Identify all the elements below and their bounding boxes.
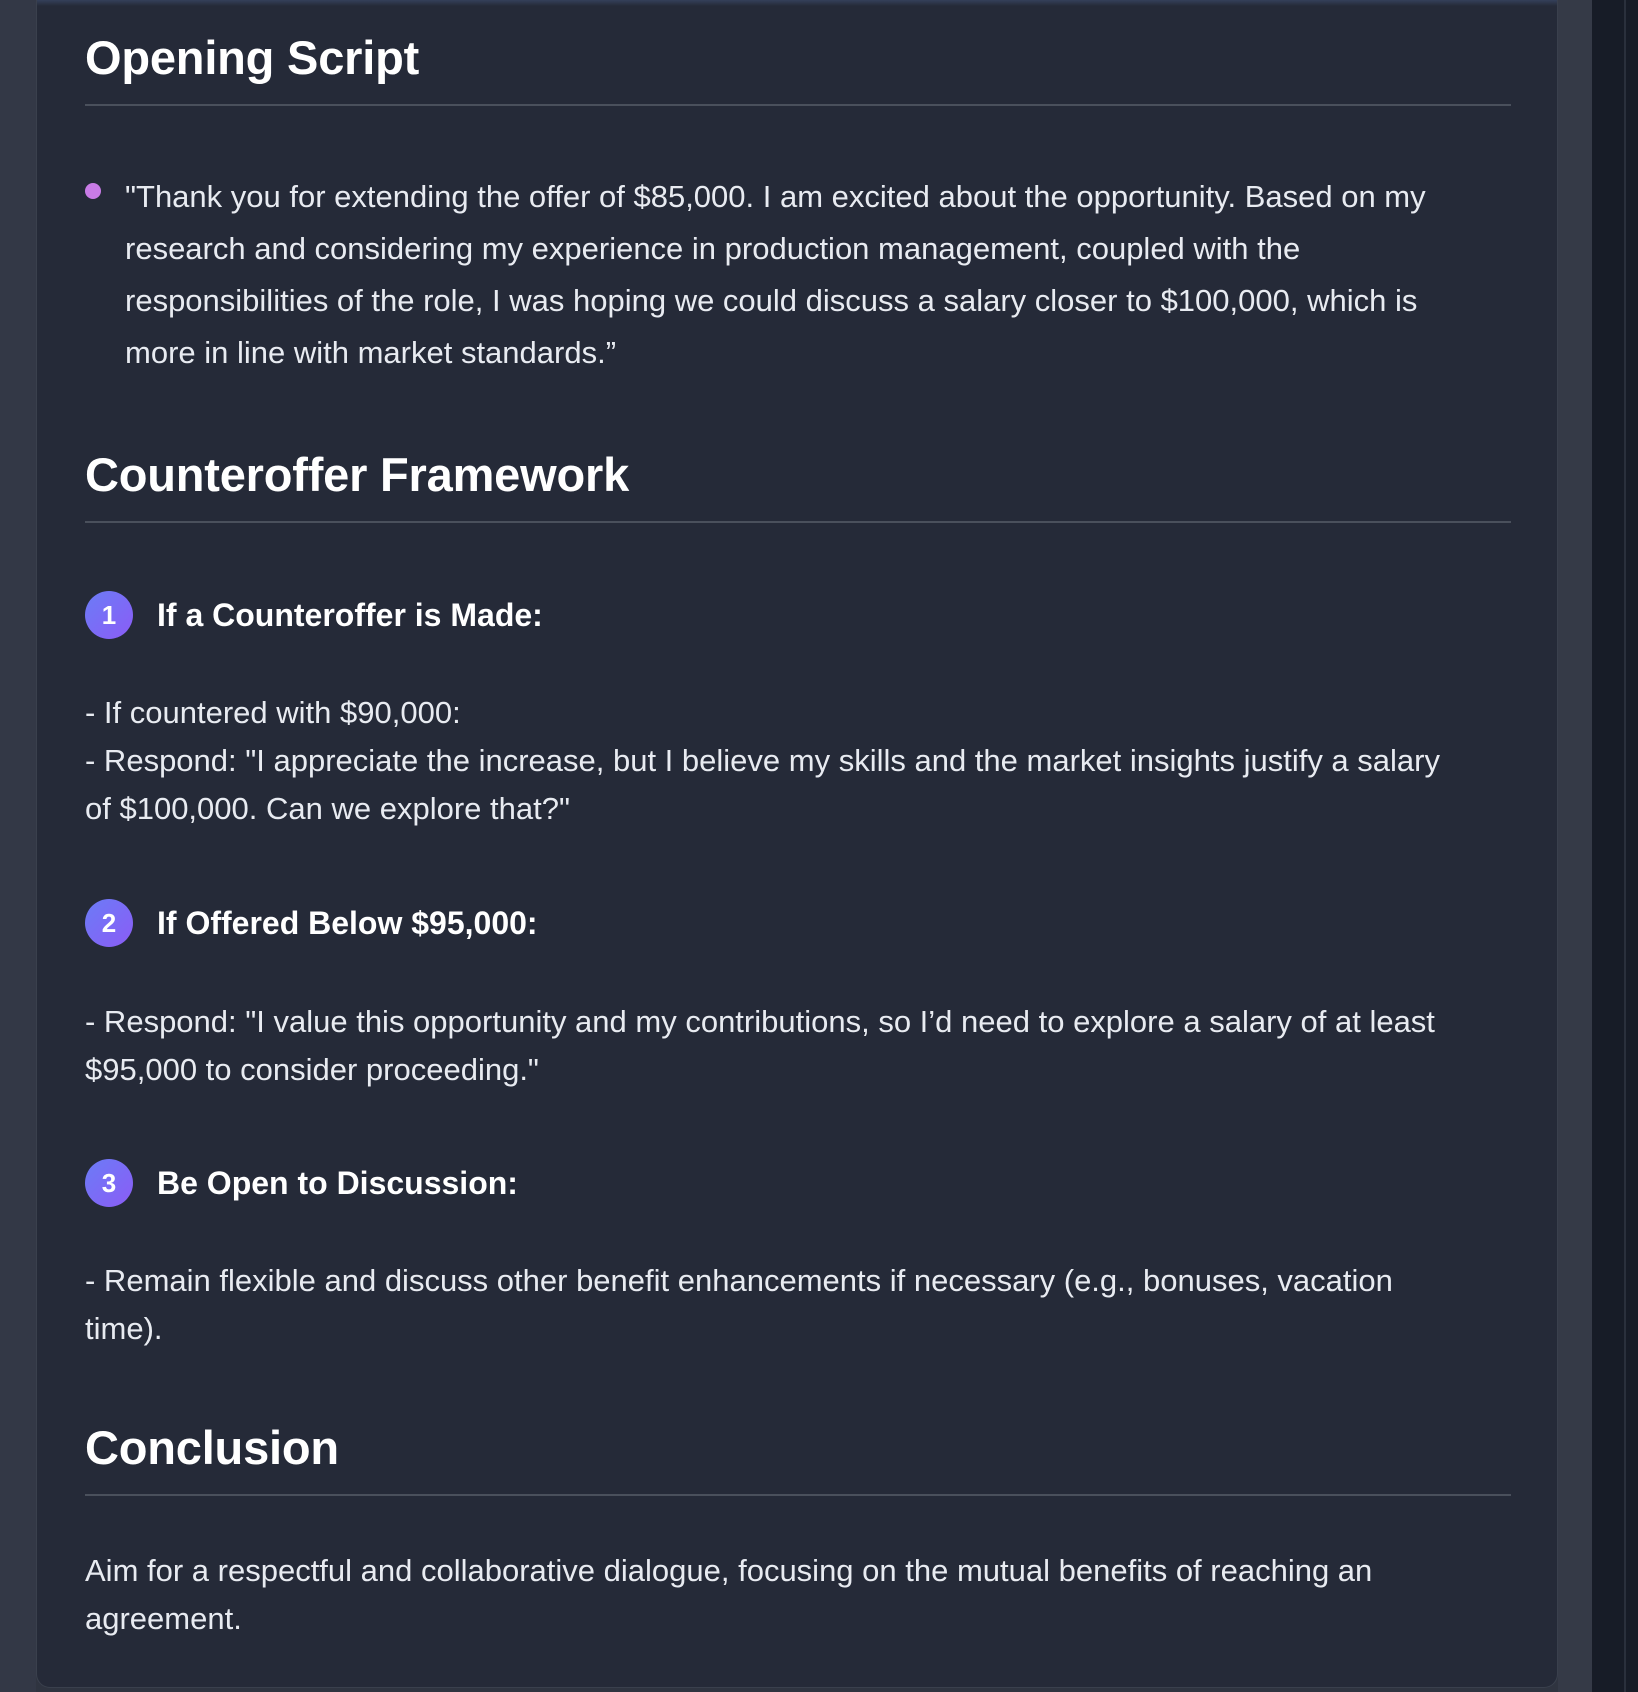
step-body	[85, 998, 1511, 1094]
page-background	[0, 0, 36, 1692]
text-line: time).	[85, 1311, 163, 1346]
scrollbar-track[interactable]	[1592, 0, 1638, 1692]
text-line: - Respond: "I appreciate the increase, but I believe my skills and the market insights justify a salary	[85, 743, 1440, 778]
step-number-badge: 1	[85, 591, 133, 639]
text-line: responsibilities of the role, I was hoping we could discuss a salary closer to $100,000, which is	[125, 283, 1418, 318]
text-line: research and considering my experience in production management, coupled with the	[125, 231, 1301, 266]
card-top-edge	[37, 0, 1557, 6]
step-number-badge: 3	[85, 1159, 133, 1207]
text-line: "Thank you for extending the offer of $85,000. I am excited about the opportunity. Based on my	[125, 179, 1426, 214]
step-item	[85, 1159, 1511, 1209]
side-panel-rail	[1558, 0, 1592, 1692]
section-heading-opening-script: Opening Script	[85, 31, 420, 84]
text-line: - Remain flexible and discuss other benefit enhancements if necessary (e.g., bonuses, vacation	[85, 1263, 1393, 1298]
text-line: $95,000 to consider proceeding."	[85, 1052, 539, 1087]
section-heading-counteroffer-framework: Counteroffer Framework	[85, 448, 630, 501]
step-item	[85, 899, 1511, 949]
conclusion-text	[85, 1547, 1511, 1643]
section-divider	[85, 521, 1511, 523]
text-line: more in line with market standards.”	[125, 335, 617, 370]
step-body	[85, 689, 1511, 833]
step-item	[85, 591, 1511, 641]
text-line: - Respond: "I value this opportunity and my contributions, so I’d need to explore a salary of at least	[85, 1004, 1435, 1039]
window-edge-divider	[1624, 0, 1626, 1692]
text-line: agreement.	[85, 1601, 242, 1636]
text-line: Aim for a respectful and collaborative dialogue, focusing on the mutual benefits of reaching an	[85, 1553, 1373, 1588]
response-card	[36, 0, 1558, 1688]
opening-script-quote	[125, 171, 1511, 379]
bullet-dot-icon	[85, 183, 101, 199]
text-line: of $100,000. Can we explore that?"	[85, 791, 570, 826]
text-line: - If countered with $90,000:	[85, 695, 461, 730]
step-title: Be Open to Discussion:	[157, 1165, 518, 1201]
step-number-badge: 2	[85, 899, 133, 947]
step-title: If Offered Below $95,000:	[157, 905, 538, 941]
section-divider	[85, 1494, 1511, 1496]
section-heading-conclusion: Conclusion	[85, 1421, 339, 1474]
step-title: If a Counteroffer is Made:	[157, 597, 543, 633]
step-body	[85, 1257, 1511, 1353]
section-divider	[85, 104, 1511, 106]
